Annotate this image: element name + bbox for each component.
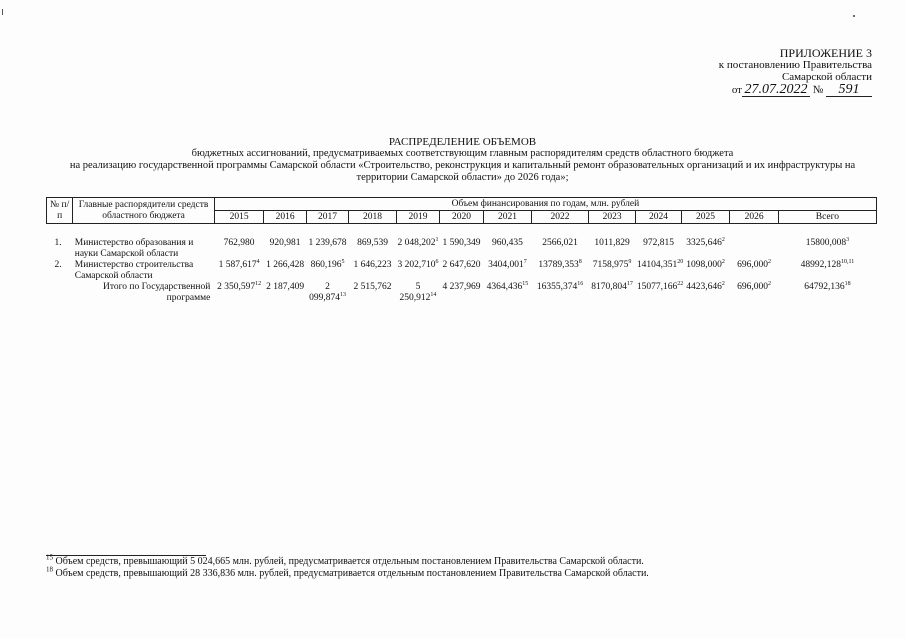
amount-value: 1 590,349 <box>442 238 481 248</box>
footnote-ref: 2 <box>721 236 725 243</box>
footnote-text: Объем средств, превышающий 28 336,836 млн. рублей, предусматривается отдельным постановлением Правительства Самарской области. <box>55 568 649 579</box>
amount-value: 869,539 <box>357 238 388 248</box>
header-no: № п/п <box>47 198 73 224</box>
header-year: 2025 <box>681 211 730 224</box>
amount-value: 1 587,617 <box>218 260 257 270</box>
amount-value: 14104,351 <box>636 260 678 270</box>
scan-corner-mark <box>2 9 3 15</box>
amount-cell <box>214 238 264 260</box>
amount-value: 972,815 <box>643 238 674 248</box>
amount-value: 860,196 <box>310 260 342 270</box>
amount-cell <box>440 238 483 260</box>
footnote-ref: 2 <box>721 258 725 265</box>
footnote-ref: 6 <box>435 258 439 265</box>
amount-cell <box>306 260 348 282</box>
row-name: Министерство образования и науки Самарской области <box>74 238 194 259</box>
amount-value: 4423,646 <box>686 282 722 292</box>
amount-cell <box>532 238 589 260</box>
row-name: Министерство строительства Самарской области <box>74 260 194 281</box>
footnote-ref: 16 <box>577 280 584 287</box>
footnote-ref: 2 <box>768 258 771 265</box>
footnote-ref: 13 <box>339 291 346 298</box>
footnote-ref: 7 <box>523 258 527 265</box>
amount-value: 13789,353 <box>538 260 579 270</box>
header-year: 2016 <box>264 211 306 224</box>
amount-cell <box>396 260 439 282</box>
footnote-ref: 5 <box>341 258 345 265</box>
footnote-mark: 15 <box>46 553 53 562</box>
amount-cell <box>349 238 397 260</box>
annex-block <box>700 47 872 97</box>
amount-value: 2 048,202 <box>397 238 436 248</box>
amount-cell <box>588 282 636 304</box>
amount-value: 5 250,912 <box>399 282 431 303</box>
amount-value: 960,435 <box>492 238 523 248</box>
heading-line-2: бюджетных ассигнований, предусматриваемых соответствующим главным распорядителям средств областного бюджета <box>191 148 734 159</box>
annex-from-label: от <box>731 84 742 96</box>
amount-cell <box>588 238 636 260</box>
funding-table <box>46 197 877 304</box>
heading-line-4: территории Самарской области» до 2026 года»; <box>356 172 569 183</box>
footnote-ref: 1 <box>435 236 439 243</box>
amount-cell <box>440 260 483 282</box>
annex-number-label: № <box>812 84 824 96</box>
amount-value: 7158,975 <box>592 260 629 270</box>
amount-cell <box>306 238 348 260</box>
footnote-ref: 22 <box>677 280 684 287</box>
footnote-ref: 15 <box>522 280 529 287</box>
amount-cell <box>730 260 779 282</box>
amount-value: 15800,008 <box>805 238 847 248</box>
amount-cell <box>636 258 684 282</box>
amount-cell <box>532 260 589 282</box>
header-year: 2023 <box>588 211 636 224</box>
amount-value: 48992,128 <box>800 260 841 270</box>
footnote-ref: 3 <box>846 236 850 243</box>
amount-value: 4 237,969 <box>442 282 481 292</box>
footnote <box>46 565 886 580</box>
footnote <box>46 553 886 568</box>
table-row <box>47 238 877 260</box>
header-year: 2026 <box>730 211 779 224</box>
amount-cell <box>483 238 532 260</box>
annex-date-handwritten: 27.07.2022 <box>742 83 810 97</box>
amount-cell <box>349 260 397 282</box>
row-number: 1. <box>54 238 62 248</box>
footnote-text: Объем средств, превышающий 5 024,665 млн. рублей, предусматривается отдельным постановлением Правительства Самарской области. <box>55 556 644 567</box>
table-header-row-1 <box>47 198 877 211</box>
header-year: 2015 <box>214 211 264 224</box>
amount-cell <box>778 260 876 282</box>
footnote-mark: 18 <box>46 565 53 574</box>
amount-value: 920,981 <box>269 238 301 248</box>
amount-cell <box>681 238 730 260</box>
footnote-ref: 8 <box>578 258 582 265</box>
row-number <box>47 282 73 304</box>
header-year: 2019 <box>396 211 439 224</box>
amount-cell <box>264 282 306 304</box>
amount-cell <box>214 282 264 304</box>
amount-value: 2 350,597 <box>217 282 256 292</box>
amount-value: 3 202,710 <box>397 260 436 270</box>
footnote-ref: 9 <box>628 258 632 265</box>
amount-value: 4364,436 <box>486 282 523 292</box>
amount-value: 3404,001 <box>488 260 524 270</box>
amount-cell <box>264 260 306 282</box>
amount-value: 2 515,762 <box>353 282 392 292</box>
footnote-ref: 2 <box>768 280 771 287</box>
amount-value: 696,000 <box>737 260 768 270</box>
heading-line-3: на реализацию государственной программы Самарской области «Строительство, реконструкция и капитальный ремонт образовательных организаций и их инфраструктуры на <box>69 160 856 171</box>
amount-value: 762,980 <box>223 238 255 248</box>
amount-cell <box>778 238 876 260</box>
amount-value: 2 187,409 <box>266 282 305 292</box>
amount-value: 2 099,874 <box>309 282 340 303</box>
annex-date-line <box>700 83 872 97</box>
row-name: Итого по Государственной программе <box>102 282 211 303</box>
amount-cell <box>483 260 532 282</box>
header-year: 2020 <box>440 211 483 224</box>
amount-value: 15077,166 <box>636 282 678 292</box>
amount-value: 1 239,678 <box>308 238 347 248</box>
annex-number-handwritten: 591 <box>826 83 872 97</box>
header-name: Главные распорядители средств областного бюджета <box>73 198 215 224</box>
amount-value: 8170,804 <box>591 282 627 292</box>
header-year: 2018 <box>349 211 397 224</box>
amount-cell <box>636 280 684 304</box>
header-year: 2022 <box>532 211 589 224</box>
amount-cell <box>214 260 264 282</box>
amount-cell <box>349 282 397 304</box>
amount-cell <box>483 282 532 304</box>
annex-line-2: Самарской области <box>781 71 872 83</box>
header-year: 2021 <box>483 211 532 224</box>
amount-value: 2 647,620 <box>442 260 481 270</box>
amount-value: 16355,374 <box>536 282 578 292</box>
amount-value: 3325,646 <box>686 238 722 248</box>
amount-cell <box>730 282 779 304</box>
footnote-ref: 2 <box>721 280 725 287</box>
amount-cell <box>681 282 730 304</box>
footnote-ref: 14 <box>430 291 437 298</box>
amount-cell <box>396 238 439 260</box>
amount-cell <box>730 238 779 260</box>
amount-value: 1011,829 <box>594 238 630 248</box>
header-year: 2017 <box>306 211 348 224</box>
amount-value: 696,000 <box>737 282 768 292</box>
footnote-ref: 17 <box>626 280 633 287</box>
annex-line-1: к постановлению Правительства <box>718 59 872 71</box>
footnotes <box>46 553 886 580</box>
footnote-ref: 4 <box>256 258 260 265</box>
heading-title: РАСПРЕДЕЛЕНИЕ ОБЪЕМОВ <box>388 136 537 148</box>
amount-cell <box>636 238 681 260</box>
amount-cell <box>681 260 730 282</box>
footnote-ref: 12 <box>255 280 262 287</box>
annex-title: ПРИЛОЖЕНИЕ 3 <box>779 46 872 60</box>
amount-cell <box>532 282 589 304</box>
amount-value: 1098,000 <box>686 260 722 270</box>
table-row <box>47 260 877 282</box>
document-heading <box>40 136 885 184</box>
amount-value: 64792,136 <box>804 282 845 292</box>
amount-cell <box>778 282 876 304</box>
amount-value: 1 266,428 <box>266 260 305 270</box>
amount-cell <box>396 282 439 304</box>
footnote-ref: 20 <box>677 258 684 265</box>
amount-value: 1 646,223 <box>353 260 392 270</box>
header-year: 2024 <box>636 211 681 224</box>
amount-cell <box>588 260 636 282</box>
header-group: Объем финансирования по годам, млн. рублей <box>214 198 876 211</box>
scan-speck <box>853 15 855 17</box>
footnote-ref: 10,11 <box>840 258 855 265</box>
row-number: 2. <box>54 260 62 270</box>
table-row <box>47 282 877 304</box>
amount-cell <box>440 282 483 304</box>
amount-cell <box>306 282 348 304</box>
spacer-row <box>47 224 877 239</box>
amount-cell <box>264 238 306 260</box>
footnote-ref: 18 <box>844 280 851 287</box>
header-total: Всего <box>778 211 876 224</box>
amount-value: 2566,021 <box>542 238 578 248</box>
